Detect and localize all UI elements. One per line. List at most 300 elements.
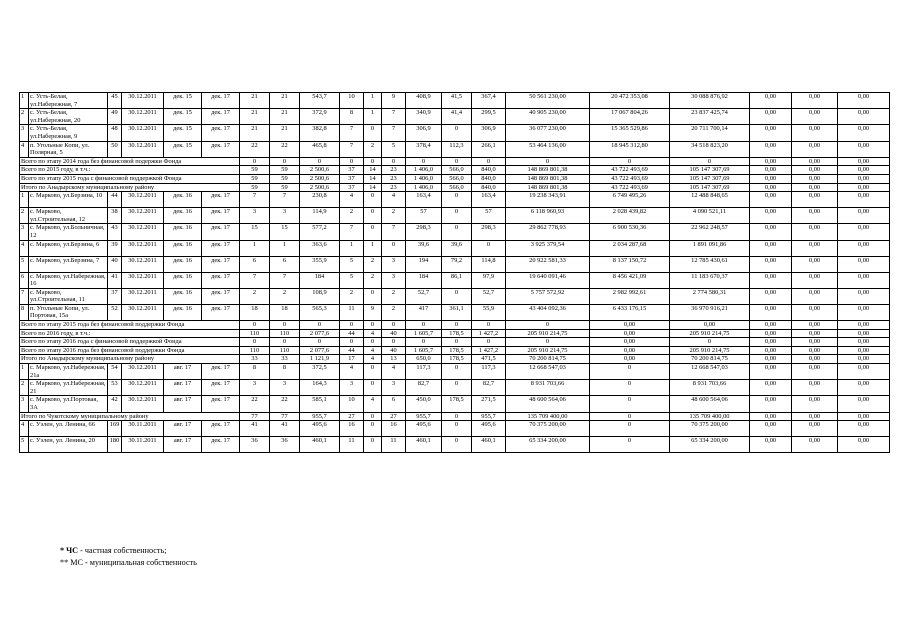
table-cell: 0,00 [750, 109, 792, 125]
table-cell: дек. 17 [202, 437, 240, 453]
table-cell: 2 [340, 288, 364, 304]
table-cell: дек. 17 [202, 192, 240, 208]
summary-label: Итого по Анадырскому муниципальному району [20, 355, 240, 364]
table-cell: 5 [20, 256, 29, 272]
table-cell: 1 [364, 109, 382, 125]
table-cell: 0,00 [750, 346, 792, 355]
table-cell: 52 [108, 304, 122, 320]
table-cell: 0,00 [792, 240, 838, 256]
table-cell: 0 [270, 157, 300, 166]
table-cell: дек. 17 [202, 93, 240, 109]
table-cell: 70 375 200,00 [506, 421, 590, 437]
table-cell: 10 [340, 93, 364, 109]
table-cell: 29 862 778,93 [506, 224, 590, 240]
table-cell: 0 [364, 338, 382, 347]
table-cell: 82,7 [472, 380, 506, 396]
table-cell: 30.12.2011 [122, 304, 164, 320]
table-cell: 4 [20, 240, 29, 256]
table-cell: 11 [382, 437, 406, 453]
table-cell: 3 [20, 396, 29, 412]
table-cell: 21 [270, 93, 300, 109]
table-cell: дек. 15 [164, 141, 202, 157]
table-cell: 471,5 [472, 355, 506, 364]
table-cell: 0 [506, 157, 590, 166]
table-cell: 86,1 [442, 272, 472, 288]
table-cell: 372,9 [300, 109, 340, 125]
table-cell: 0 [590, 396, 670, 412]
address-cell: с. Марково, ул.Набережная, 21 [29, 380, 108, 396]
table-cell: 840,0 [472, 183, 506, 192]
table-cell: 4 [382, 364, 406, 380]
table-cell: 0 [300, 338, 340, 347]
table-cell: 18 [240, 304, 270, 320]
table-cell: 840,0 [472, 166, 506, 175]
table-cell: 0 [590, 380, 670, 396]
table-cell: 2 [364, 256, 382, 272]
table-cell: 21 [270, 125, 300, 141]
table-cell: 79,2 [442, 256, 472, 272]
table-cell: 3 [382, 380, 406, 396]
table-cell: 0,00 [838, 166, 890, 175]
table-cell: 408,9 [406, 93, 442, 109]
table-cell: 0 [364, 421, 382, 437]
table-cell: 1 [20, 192, 29, 208]
table-cell: 2 [364, 141, 382, 157]
table-cell: 0 [442, 321, 472, 330]
table-cell: 33 [240, 355, 270, 364]
table-cell: 0,00 [750, 125, 792, 141]
summary-label: Всего по этапу 2014 года без финансовой подержки Фонда [20, 157, 240, 166]
table-cell: 14 [364, 183, 382, 192]
table-cell: 194 [406, 256, 442, 272]
table-cell: 0,00 [792, 272, 838, 288]
table-cell: 340,9 [406, 109, 442, 125]
summary-label: Всего по 2016 году, в т.ч.: [20, 329, 240, 338]
table-cell: 0 [364, 437, 382, 453]
table-cell: 112,3 [442, 141, 472, 157]
table-cell: 8 456 421,09 [590, 272, 670, 288]
table-cell: 0,00 [792, 338, 838, 347]
table-cell: 7 [270, 192, 300, 208]
table-cell: 0,00 [792, 166, 838, 175]
table-cell: 0,00 [792, 224, 838, 240]
table-cell: 0,00 [838, 288, 890, 304]
table-cell: 0,00 [750, 364, 792, 380]
address-cell: с. Марково, ул.Берзина, 6 [29, 240, 108, 256]
table-cell: 4 090 521,11 [670, 208, 750, 224]
table-cell: 372,5 [300, 364, 340, 380]
summary-row [20, 338, 890, 347]
table-cell: 2 077,6 [300, 329, 340, 338]
table-cell: 0,00 [750, 338, 792, 347]
table-cell: 0 [340, 157, 364, 166]
table-cell: 1 891 091,86 [670, 240, 750, 256]
table-cell: 0,00 [792, 355, 838, 364]
table-cell: авг. 17 [164, 380, 202, 396]
table-cell: 178,5 [442, 346, 472, 355]
table-cell: 7 [340, 141, 364, 157]
table-cell: 0 [340, 338, 364, 347]
summary-label: Всего по этапу 2015 года без финансовой поддержки Фонда [20, 321, 240, 330]
table-cell: 0 [364, 192, 382, 208]
table-cell: 0,00 [838, 192, 890, 208]
table-cell: 39,6 [406, 240, 442, 256]
table-cell: 0 [270, 338, 300, 347]
table-cell: 1 605,7 [406, 346, 442, 355]
table-cell: 148 869 801,38 [506, 183, 590, 192]
table-cell: дек. 17 [202, 256, 240, 272]
table-cell: 1 [364, 93, 382, 109]
table-cell: 0,00 [792, 157, 838, 166]
table-cell: 0 [442, 125, 472, 141]
table-cell: 148 869 801,38 [506, 166, 590, 175]
table-cell: 40 905 230,00 [506, 109, 590, 125]
table-cell: 37 [340, 166, 364, 175]
table-cell: 1 121,9 [300, 355, 340, 364]
table-cell: 0,00 [750, 412, 792, 421]
table-cell: дек. 17 [202, 380, 240, 396]
address-cell: с. Марково, ул.Строительная, 12 [29, 208, 108, 224]
table-cell: 0 [406, 338, 442, 347]
table-cell: 0,00 [838, 380, 890, 396]
table-cell: 59 [240, 174, 270, 183]
table-cell: 3 [20, 125, 29, 141]
table-cell: 0,00 [750, 166, 792, 175]
table-cell: 17 [340, 355, 364, 364]
table-cell: 43 404 092,36 [506, 304, 590, 320]
table-cell: 30.12.2011 [122, 125, 164, 141]
table-cell: 30.12.2011 [122, 192, 164, 208]
table-cell: 70 375 200,00 [670, 421, 750, 437]
table-cell: 0,00 [750, 224, 792, 240]
table-cell: 110 [240, 329, 270, 338]
table-cell: 50 [108, 141, 122, 157]
table-cell: 23 [382, 174, 406, 183]
table-cell: 543,7 [300, 93, 340, 109]
table-cell: 49 [108, 109, 122, 125]
table-cell: 3 [20, 224, 29, 240]
table-cell: 382,8 [300, 125, 340, 141]
table-cell: 23 837 425,74 [670, 109, 750, 125]
table-cell: 378,4 [406, 141, 442, 157]
table-cell: 41 [270, 421, 300, 437]
table-cell: 0,00 [838, 412, 890, 421]
table-cell: 0,00 [750, 355, 792, 364]
table-cell: 0,00 [590, 346, 670, 355]
table-cell: дек. 17 [202, 125, 240, 141]
table-cell: 0,00 [750, 192, 792, 208]
table-cell: 0,00 [750, 183, 792, 192]
table-cell: 306,9 [472, 125, 506, 141]
table-cell: 271,5 [472, 396, 506, 412]
summary-row [20, 157, 890, 166]
table-cell: 0,00 [792, 321, 838, 330]
table-cell: 7 [240, 192, 270, 208]
table-cell: 44 [340, 329, 364, 338]
table-cell: 36 077 230,00 [506, 125, 590, 141]
table-cell: 417 [406, 304, 442, 320]
table-cell: 0,00 [838, 421, 890, 437]
table-cell: 59 [270, 166, 300, 175]
table-cell: 0,00 [590, 355, 670, 364]
table-cell: дек. 16 [164, 208, 202, 224]
table-cell: 566,0 [442, 166, 472, 175]
table-cell: 39,6 [442, 240, 472, 256]
housing-program-table [19, 92, 890, 453]
table-cell: 59 [240, 166, 270, 175]
footnote-private: * ЧС - частная собственность; [60, 546, 167, 555]
summary-row [20, 174, 890, 183]
table-cell: 363,6 [300, 240, 340, 256]
table-cell: 0 [406, 321, 442, 330]
table-cell: 0,00 [750, 421, 792, 437]
table-cell: 0,00 [838, 272, 890, 288]
table-cell: 3 [382, 256, 406, 272]
table-cell: 30.12.2011 [122, 272, 164, 288]
table-cell: 6 [20, 272, 29, 288]
table-cell: 3 [240, 380, 270, 396]
table-cell: 7 [340, 224, 364, 240]
table-cell: 460,1 [406, 437, 442, 453]
table-cell: 2 077,6 [300, 346, 340, 355]
table-cell: 44 [108, 192, 122, 208]
table-cell: 12 488 848,65 [670, 192, 750, 208]
table-cell: дек. 17 [202, 109, 240, 125]
house-row [20, 125, 890, 141]
table-cell: 0 [442, 364, 472, 380]
table-cell: 37 [108, 288, 122, 304]
table-cell: 0,00 [838, 355, 890, 364]
table-cell: 37 [340, 183, 364, 192]
table-cell: 2 [20, 208, 29, 224]
table-cell: 34 518 823,20 [670, 141, 750, 157]
table-cell: 21 [240, 125, 270, 141]
address-cell: с. Марково, ул.Строительная, 11 [29, 288, 108, 304]
table-cell: 3 [340, 380, 364, 396]
table-cell: 18 [270, 304, 300, 320]
table-cell: 0,00 [750, 141, 792, 157]
table-cell: 0 [442, 412, 472, 421]
table-cell: 4 [20, 141, 29, 157]
table-cell: 16 [382, 421, 406, 437]
table-cell: 7 [382, 224, 406, 240]
table-cell: 8 931 703,66 [670, 380, 750, 396]
table-cell: 1 [240, 240, 270, 256]
table-cell: 180 [108, 437, 122, 453]
house-row [20, 380, 890, 396]
table-cell: дек. 17 [202, 208, 240, 224]
table-cell: 299,5 [472, 109, 506, 125]
table-cell: 23 [382, 166, 406, 175]
table-cell: 21 [270, 109, 300, 125]
table-cell: 0,00 [792, 183, 838, 192]
table-cell: 0,00 [590, 329, 670, 338]
table-cell: 41,4 [442, 109, 472, 125]
table-cell: 298,3 [406, 224, 442, 240]
table-cell: 0 [382, 240, 406, 256]
table-cell: 48 600 564,06 [506, 396, 590, 412]
table-cell: 10 [340, 396, 364, 412]
table-cell: 0,00 [838, 157, 890, 166]
table-cell: 0,00 [670, 321, 750, 330]
table-cell: 39 [108, 240, 122, 256]
table-cell: 0,00 [838, 437, 890, 453]
table-cell: 0,00 [838, 321, 890, 330]
house-row [20, 272, 890, 288]
table-cell: 40 [108, 256, 122, 272]
table-cell: 0 [442, 288, 472, 304]
table-cell: 117,3 [472, 364, 506, 380]
table-cell: 36 [240, 437, 270, 453]
table-cell: 565,3 [300, 304, 340, 320]
table-cell: 0,00 [750, 321, 792, 330]
summary-label: Итого по Чукотскому муниципальному району [20, 412, 240, 421]
table-cell: 148 869 801,38 [506, 174, 590, 183]
table-cell: 1 427,2 [472, 329, 506, 338]
table-cell: 6 118 960,93 [506, 208, 590, 224]
table-cell: 0 [406, 157, 442, 166]
table-cell: 955,7 [406, 412, 442, 421]
table-cell: 2 [270, 288, 300, 304]
table-cell: 0 [506, 338, 590, 347]
footnote-municipal: ** МС - муниципальная собственность [60, 558, 197, 567]
table-cell: 4 [340, 364, 364, 380]
house-row [20, 288, 890, 304]
table-cell: дек. 17 [202, 364, 240, 380]
address-cell: с. Марково, ул.Больничная, 12 [29, 224, 108, 240]
table-cell: авг. 17 [164, 421, 202, 437]
table-cell: 55,9 [472, 304, 506, 320]
table-cell: 2 [340, 208, 364, 224]
table-cell: 5 [340, 256, 364, 272]
table-cell: 0,00 [838, 256, 890, 272]
table-cell: 0 [472, 338, 506, 347]
table-cell: 54 [108, 364, 122, 380]
table-cell: 0,00 [590, 338, 670, 347]
table-cell: 105 147 307,69 [670, 183, 750, 192]
table-cell: 0 [364, 321, 382, 330]
table-cell: 0 [240, 157, 270, 166]
table-cell: 45 [108, 93, 122, 109]
table-cell: 266,1 [472, 141, 506, 157]
table-cell: 0,00 [750, 208, 792, 224]
table-cell: 0,00 [838, 240, 890, 256]
table-cell: 22 962 248,57 [670, 224, 750, 240]
table-cell: 1 406,0 [406, 183, 442, 192]
table-cell: дек. 17 [202, 272, 240, 288]
table-cell: 0 [670, 157, 750, 166]
table-cell: 0 [442, 380, 472, 396]
table-cell: 0 [300, 157, 340, 166]
table-cell: 105 147 307,69 [670, 166, 750, 175]
table-cell: 7 [340, 125, 364, 141]
table-cell: 21 [240, 93, 270, 109]
table-cell: 0,00 [792, 304, 838, 320]
table-cell: 495,6 [472, 421, 506, 437]
table-cell: 585,1 [300, 396, 340, 412]
table-cell: 9 [364, 304, 382, 320]
table-cell: 3 925 379,54 [506, 240, 590, 256]
table-cell: 12 785 430,61 [670, 256, 750, 272]
table-cell: 5 [20, 437, 29, 453]
table-cell: 44 [340, 346, 364, 355]
table-cell: 0,00 [838, 208, 890, 224]
table-cell: 65 334 200,00 [670, 437, 750, 453]
table-cell: 110 [270, 329, 300, 338]
table-cell: 184 [300, 272, 340, 288]
house-row [20, 224, 890, 240]
house-row [20, 396, 890, 412]
table-cell: 30.12.2011 [122, 240, 164, 256]
table-cell: 6 433 176,15 [590, 304, 670, 320]
table-cell: дек. 17 [202, 396, 240, 412]
table-cell: 0 [506, 321, 590, 330]
address-cell: с. Марково, ул.Набережная, 16 [29, 272, 108, 288]
table-cell: 0,00 [750, 272, 792, 288]
table-cell: 7 [270, 272, 300, 288]
table-cell: 27 [382, 412, 406, 421]
table-cell: 6 [270, 256, 300, 272]
table-cell: 0,00 [792, 141, 838, 157]
table-cell: 4 [340, 192, 364, 208]
table-cell: 0,00 [792, 174, 838, 183]
table-cell: 4 [20, 421, 29, 437]
table-cell: 30.12.2011 [122, 93, 164, 109]
table-cell: 114,9 [300, 208, 340, 224]
address-cell: с. Усть-Белая, ул.Набережная, 7 [29, 93, 108, 109]
table-cell: 12 668 547,03 [506, 364, 590, 380]
summary-row [20, 166, 890, 175]
table-cell: 0 [364, 157, 382, 166]
table-cell: 205 910 214,75 [506, 329, 590, 338]
table-cell: 4 [364, 329, 382, 338]
table-cell: 0,00 [838, 329, 890, 338]
table-cell: 0,00 [838, 183, 890, 192]
table-cell: 2 [382, 304, 406, 320]
table-cell: 9 [382, 93, 406, 109]
table-cell: 6 [240, 256, 270, 272]
table-cell: 97,9 [472, 272, 506, 288]
table-cell: дек. 17 [202, 224, 240, 240]
table-cell: 53 464 136,00 [506, 141, 590, 157]
table-cell: 1 [20, 93, 29, 109]
table-cell: 0 [472, 157, 506, 166]
table-cell: 41,5 [442, 93, 472, 109]
table-cell: 19 640 091,46 [506, 272, 590, 288]
table-cell: 0 [472, 240, 506, 256]
summary-label: Всего по этапу 2015 года с финансовой поддержкой Фонда [20, 174, 240, 183]
table-cell: 50 561 230,00 [506, 93, 590, 109]
table-cell: 22 [270, 396, 300, 412]
table-cell: 0,00 [750, 93, 792, 109]
table-cell: 0 [670, 338, 750, 347]
table-cell: 840,0 [472, 174, 506, 183]
table-cell: 0 [472, 321, 506, 330]
table-cell: 0 [300, 321, 340, 330]
table-cell: 11 [340, 437, 364, 453]
table-cell: 0,00 [838, 364, 890, 380]
table-cell: 77 [270, 412, 300, 421]
table-cell: 110 [240, 346, 270, 355]
table-cell: 0 [590, 437, 670, 453]
table-cell: 1 406,0 [406, 166, 442, 175]
table-cell: 0 [442, 192, 472, 208]
table-cell: 12 668 547,03 [670, 364, 750, 380]
table-cell: 5 [340, 272, 364, 288]
table-cell: 450,0 [406, 396, 442, 412]
table-cell: дек. 15 [164, 93, 202, 109]
table-cell: 0,00 [838, 396, 890, 412]
